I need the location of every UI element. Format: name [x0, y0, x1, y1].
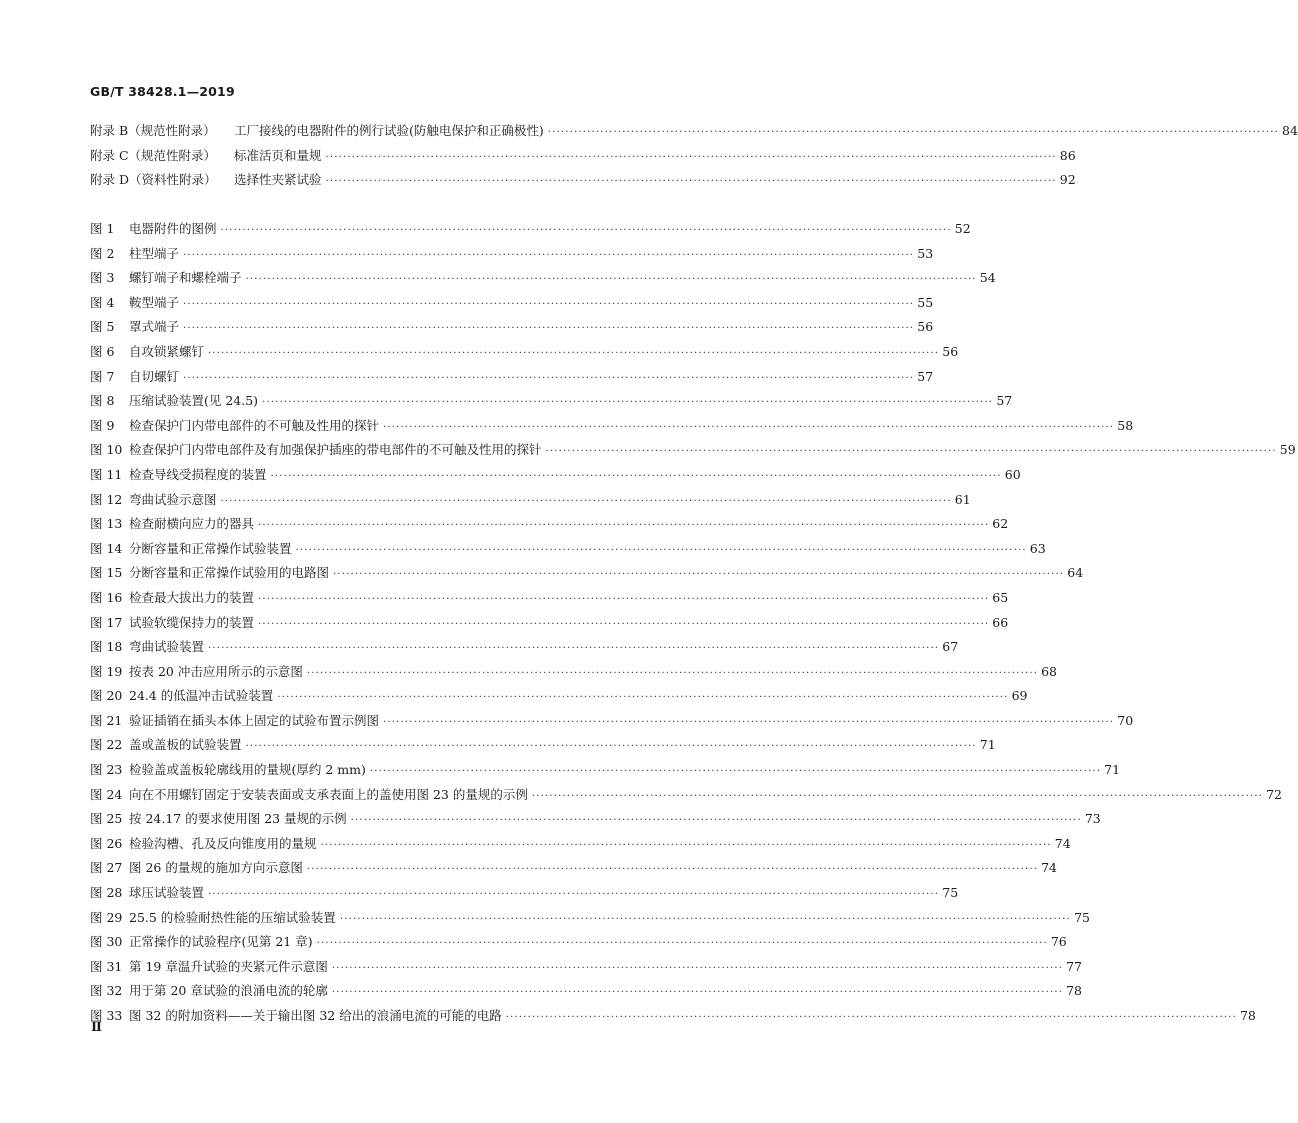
- toc-entry-label: 图 31: [90, 958, 123, 974]
- toc-entry-label: 图 28: [90, 885, 123, 901]
- toc-entry-title: 螺钉端子和螺栓端子: [129, 270, 242, 286]
- dot-leader: [271, 465, 1002, 490]
- toc-entry-label: 图 17: [90, 614, 123, 630]
- toc-entry-title: 25.5 的检验耐热性能的压缩试验装置: [129, 909, 336, 925]
- toc-entry-label: 附录 D（资料性附录）: [90, 172, 217, 188]
- dot-leader: [326, 146, 1057, 171]
- toc-entry-page: 75: [1074, 909, 1090, 925]
- toc-entry-page: 70: [1117, 712, 1134, 728]
- toc-entry-page: 69: [1011, 688, 1028, 704]
- toc-entry-label: 图 15: [90, 565, 123, 581]
- figure-toc-entry[interactable]: [90, 783, 1283, 808]
- toc-entry-label: 图 12: [90, 491, 123, 507]
- toc-entry-title: 验证插销在插头本体上固定的试验布置示例图: [129, 712, 380, 728]
- toc-entry-page: 73: [1084, 811, 1101, 827]
- appendix-toc-entry[interactable]: [90, 119, 1298, 144]
- dot-leader: [183, 244, 914, 269]
- toc-entry-page: 53: [917, 245, 934, 261]
- toc-entry-page: 65: [992, 589, 1009, 605]
- dot-leader: [383, 416, 1114, 441]
- dot-leader: [208, 342, 939, 367]
- appendix-toc-list: [90, 119, 1298, 193]
- toc-entry-label: 图 6: [90, 343, 115, 359]
- figure-toc-entry[interactable]: [90, 684, 1028, 709]
- toc-entry-title: 罩式端子: [129, 319, 180, 335]
- toc-entry-label: 图 22: [90, 737, 123, 753]
- dot-leader: [258, 613, 989, 638]
- toc-entry-label: 附录 C（规范性附录）: [90, 147, 217, 163]
- dot-leader: [258, 588, 989, 613]
- toc-entry-title: 选择性夹紧试验: [234, 172, 322, 188]
- toc-entry-title: 按表 20 冲击应用所示的示意图: [129, 663, 303, 679]
- dot-leader: [208, 883, 939, 908]
- figure-toc-entry[interactable]: [90, 955, 1083, 980]
- figure-toc-entry[interactable]: [90, 389, 1013, 414]
- toc-entry-page: 62: [992, 516, 1009, 532]
- toc-entry-title: 柱型端子: [129, 245, 180, 261]
- toc-entry-label: 图 13: [90, 516, 123, 532]
- figure-toc-entry[interactable]: [90, 930, 1067, 955]
- dot-leader: [208, 637, 939, 662]
- toc-entry-title: 分断容量和正常操作试验装置: [129, 540, 292, 556]
- appendix-toc-entry[interactable]: [90, 144, 1076, 169]
- toc-entry-page: 71: [979, 737, 996, 753]
- toc-entry-title: 检查最大拔出力的装置: [129, 589, 255, 605]
- toc-entry-title: 弯曲试验示意图: [129, 491, 217, 507]
- toc-entry-title: 检查保护门内带电部件及有加强保护插座的带电部件的不可触及性用的探针: [129, 442, 542, 458]
- dot-leader: [332, 957, 1063, 982]
- figure-toc-entry[interactable]: [90, 315, 934, 340]
- dot-leader: [258, 514, 989, 539]
- toc-entry-page: 63: [1029, 540, 1046, 556]
- toc-entry-label: 图 2: [90, 245, 115, 261]
- figure-toc-entry[interactable]: [90, 758, 1121, 783]
- figure-toc-entry[interactable]: [90, 1004, 1256, 1029]
- toc-entry-page: 61: [954, 491, 971, 507]
- dot-leader: [246, 268, 977, 293]
- figure-toc-entry[interactable]: [90, 807, 1101, 832]
- toc-entry-title: 图 32 的附加资料——关于输出图 32 给出的浪涌电流的可能的电路: [129, 1008, 502, 1023]
- toc-entry-label: 图 24: [90, 786, 123, 802]
- toc-entry-title: 试验软缆保持力的装置: [129, 614, 255, 630]
- toc-entry-page: 76: [1050, 934, 1067, 950]
- figure-toc-entry[interactable]: [90, 537, 1046, 562]
- toc-entry-label: 图 29: [90, 909, 123, 925]
- toc-entry-title: 检验盖或盖板轮廓线用的量规(厚约 2 mm): [129, 762, 366, 778]
- toc-entry-page: 75: [942, 885, 959, 901]
- toc-entry-label: 图 25: [90, 811, 123, 827]
- figure-toc-entry[interactable]: [90, 611, 1009, 636]
- toc-entry-label: 图 3: [90, 270, 115, 286]
- toc-entry-title: 24.4 的低温冲击试验装置: [129, 688, 274, 704]
- dot-leader: [221, 490, 952, 515]
- dot-leader: [183, 293, 914, 318]
- toc-entry-label: 图 9: [90, 417, 115, 433]
- toc-entry-label: 图 4: [90, 294, 115, 310]
- figure-toc-entry[interactable]: [90, 463, 1021, 488]
- figure-toc-entry[interactable]: [90, 438, 1296, 463]
- dot-leader: [317, 932, 1048, 957]
- toc-entry-page: 66: [992, 614, 1009, 630]
- toc-entry-label: 图 11: [90, 466, 123, 482]
- figure-toc-entry[interactable]: [90, 217, 971, 242]
- dot-leader: [332, 981, 1063, 1006]
- toc-entry-label: 图 27: [90, 860, 123, 876]
- dot-leader: [532, 785, 1263, 810]
- dot-leader: [246, 735, 977, 760]
- figure-toc-entry[interactable]: [90, 733, 996, 758]
- toc-entry-page: 57: [996, 393, 1013, 409]
- toc-entry-label: 图 23: [90, 762, 123, 778]
- figure-toc-list: [90, 217, 1296, 1029]
- toc-entry-page: 84: [1282, 123, 1298, 138]
- toc-entry-label: 图 10: [90, 442, 123, 458]
- toc-entry-title: 鞍型端子: [129, 294, 180, 310]
- toc-entry-label: 图 19: [90, 663, 123, 679]
- appendix-toc-entry[interactable]: [90, 168, 1076, 193]
- toc-entry-page: 68: [1041, 663, 1058, 679]
- toc-entry-page: 55: [917, 294, 934, 310]
- toc-entry-label: 图 33: [90, 1008, 123, 1023]
- toc-entry-title: 检查导线受损程度的装置: [129, 466, 267, 482]
- dot-leader: [383, 711, 1114, 736]
- toc-entry-title: 检查保护门内带电部件的不可触及性用的探针: [129, 417, 380, 433]
- figure-toc-entry[interactable]: [90, 832, 1071, 857]
- dot-leader: [333, 563, 1064, 588]
- toc-entry-title: 盖或盖板的试验装置: [129, 737, 242, 753]
- toc-entry-title: 自攻锁紧螺钉: [129, 343, 205, 359]
- figure-toc-entry[interactable]: [90, 906, 1090, 931]
- toc-entry-page: 58: [1117, 417, 1134, 433]
- toc-entry-label: 图 21: [90, 712, 123, 728]
- toc-entry-title: 电器附件的图例: [129, 221, 217, 236]
- toc-entry-title: 弯曲试验装置: [129, 639, 205, 655]
- dot-leader: [351, 809, 1082, 834]
- toc-entry-title: 分断容量和正常操作试验用的电路图: [129, 565, 330, 581]
- toc-entry-label: 图 20: [90, 688, 123, 704]
- figure-toc-entry[interactable]: [90, 365, 934, 390]
- toc-entry-page: 78: [1066, 983, 1083, 999]
- figure-toc-entry[interactable]: [90, 586, 1009, 611]
- toc-entry-title: 正常操作的试验程序(见第 21 章): [129, 934, 313, 950]
- figure-toc-entry[interactable]: [90, 512, 1009, 537]
- toc-entry-title: 工厂接线的电器附件的例行试验(防触电保护和正确极性): [234, 123, 544, 138]
- toc-entry-label: 图 18: [90, 639, 123, 655]
- toc-entry-label: 图 32: [90, 983, 123, 999]
- toc-entry-title: 用于第 20 章试验的浪涌电流的轮廓: [129, 983, 328, 999]
- toc-entry-page: 67: [942, 639, 959, 655]
- toc-entry-title: 标准活页和量规: [234, 147, 322, 163]
- toc-entry-page: 52: [954, 221, 971, 236]
- dot-leader: [321, 834, 1052, 859]
- dot-leader: [307, 858, 1038, 883]
- figure-toc-entry[interactable]: [90, 488, 971, 513]
- dot-leader: [506, 1006, 1237, 1031]
- figure-toc-entry[interactable]: [90, 979, 1083, 1004]
- dot-leader: [296, 539, 1027, 564]
- toc-entry-title: 自切螺钉: [129, 368, 180, 384]
- document-code: GB/T 38428.1—2019: [90, 84, 235, 99]
- toc-entry-page: 72: [1266, 786, 1283, 802]
- figure-toc-entry[interactable]: [90, 660, 1058, 685]
- toc-entry-page: 74: [1041, 860, 1058, 876]
- toc-entry-page: 54: [979, 270, 996, 286]
- figure-toc-entry[interactable]: [90, 856, 1058, 881]
- figure-toc-entry[interactable]: [90, 340, 959, 365]
- dot-leader: [326, 170, 1057, 195]
- toc-entry-title: 检验沟槽、孔及反向锥度用的量规: [129, 835, 317, 851]
- toc-entry-label: 图 16: [90, 589, 123, 605]
- page-number: Ⅱ: [91, 1020, 102, 1035]
- dot-leader: [183, 317, 914, 342]
- dot-leader: [546, 440, 1277, 465]
- toc-entry-label: 图 1: [90, 221, 115, 236]
- toc-entry-label: 图 7: [90, 368, 115, 384]
- figure-toc-entry[interactable]: [90, 291, 934, 316]
- toc-entry-page: 71: [1104, 762, 1121, 778]
- figure-toc-entry[interactable]: [90, 414, 1134, 439]
- dot-leader: [548, 121, 1279, 146]
- figure-toc-entry[interactable]: [90, 635, 959, 660]
- toc-entry-page: 74: [1054, 835, 1071, 851]
- toc-entry-title: 第 19 章温升试验的夹紧元件示意图: [129, 958, 328, 974]
- dot-leader: [370, 760, 1101, 785]
- toc-entry-page: 86: [1059, 147, 1076, 163]
- dot-leader: [307, 662, 1038, 687]
- toc-entry-page: 57: [917, 368, 934, 384]
- toc-entry-label: 附录 B（规范性附录）: [90, 123, 216, 138]
- dot-leader: [183, 367, 914, 392]
- toc-entry-page: 59: [1279, 442, 1296, 458]
- dot-leader: [340, 908, 1071, 933]
- toc-entry-page: 64: [1067, 565, 1084, 581]
- dot-leader: [277, 686, 1008, 711]
- figure-toc-entry[interactable]: [90, 242, 934, 267]
- toc-entry-page: 77: [1066, 958, 1083, 974]
- figure-toc-entry[interactable]: [90, 561, 1084, 586]
- toc-entry-title: 球压试验装置: [129, 885, 205, 901]
- dot-leader: [262, 391, 993, 416]
- toc-entry-label: 图 8: [90, 393, 115, 409]
- toc-entry-title: 压缩试验装置(见 24.5): [129, 393, 259, 409]
- dot-leader: [221, 219, 952, 244]
- toc-entry-title: 按 24.17 的要求使用图 23 量规的示例: [129, 811, 347, 827]
- toc-entry-title: 检查耐横向应力的器具: [129, 516, 255, 532]
- toc-entry-page: 92: [1059, 172, 1076, 188]
- figure-toc-entry[interactable]: [90, 881, 959, 906]
- toc-entry-label: 图 26: [90, 835, 123, 851]
- toc-entry-label: 图 14: [90, 540, 123, 556]
- figure-toc-entry[interactable]: [90, 266, 996, 291]
- toc-entry-label: 图 5: [90, 319, 115, 335]
- toc-entry-page: 56: [942, 343, 959, 359]
- toc-entry-page: 60: [1004, 466, 1021, 482]
- toc-entry-title: 向在不用螺钉固定于安装表面或支承表面上的盖使用图 23 的量规的示例: [129, 786, 528, 802]
- toc-entry-page: 56: [917, 319, 934, 335]
- figure-toc-entry[interactable]: [90, 709, 1134, 734]
- toc-entry-title: 图 26 的量规的施加方向示意图: [129, 860, 303, 876]
- toc-entry-label: 图 30: [90, 934, 123, 950]
- toc-entry-page: 78: [1239, 1008, 1256, 1023]
